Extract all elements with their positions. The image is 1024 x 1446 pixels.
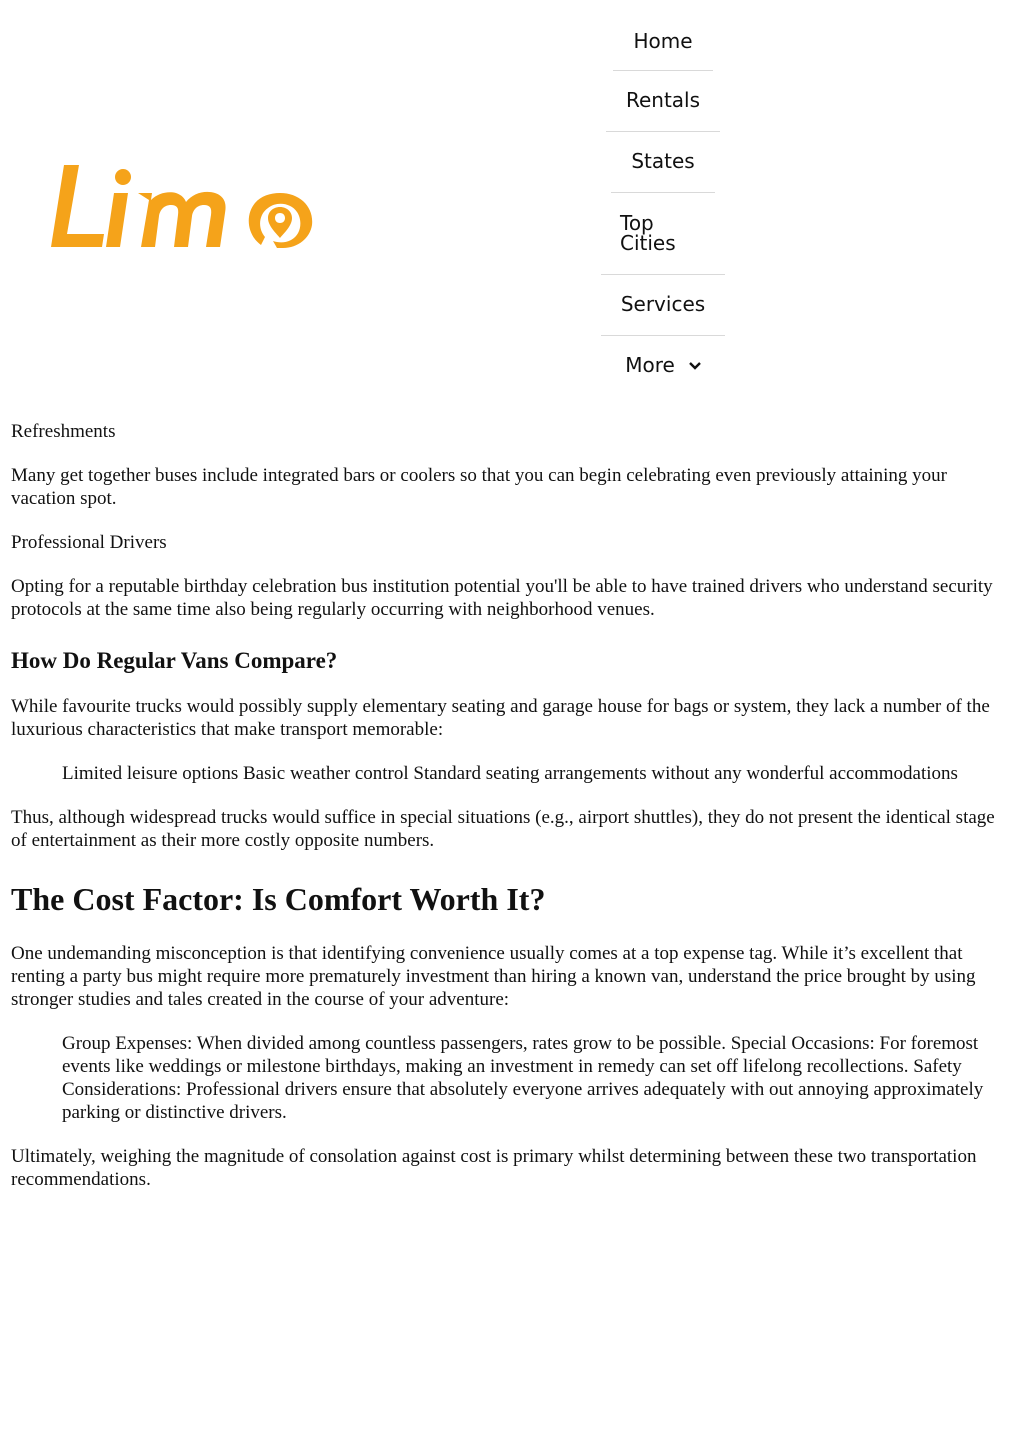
limo-logo-graphic	[42, 155, 332, 255]
paragraph-refreshments: Refreshments	[11, 421, 116, 442]
nav-more[interactable]	[590, 336, 736, 396]
paragraph: Ultimately, weighing the magnitude of consolation against cost is primary whilst determining between these two transportation recommendations.	[11, 1146, 977, 1190]
paragraph: Thus, although widespread trucks would suffice in special situations (e.g., airport shuttles), they do not present the identical stage of entertainment as their more costly opposite numbers.	[11, 807, 995, 851]
paragraph: While favourite trucks would possibly supply elementary seating and garage house for bags or system, they lack a number of the luxurious characteristics that make transport memorable:	[11, 696, 990, 740]
paragraph-professional-drivers: Professional Drivers	[11, 532, 167, 553]
chevron-down-icon	[689, 354, 701, 378]
nav-states[interactable]: States	[631, 149, 695, 173]
main-nav	[590, 12, 736, 396]
limo-logo[interactable]	[42, 155, 332, 255]
nav-top-cities-line2: Cities	[620, 231, 676, 255]
heading-vans-compare: How Do Regular Vans Compare?	[11, 648, 338, 673]
paragraph: Opting for a reputable birthday celebration bus institution potential you'll be able to have trained drivers who understand security protocols at the same time also being regularly occurring with neighborhood venues.	[11, 576, 993, 620]
blockquote: Limited leisure options Basic weather control Standard seating arrangements without any wonderful accommodations	[62, 763, 958, 784]
paragraph: One undemanding misconception is that identifying convenience usually comes at a top expense tag. While it’s excellent that renting a party bus might require more prematurely investment than hiring a known van, understand the price brought by using stronger studies and tales created in the course of your adventure:	[11, 943, 976, 1010]
nav-services[interactable]: Services	[620, 292, 706, 316]
nav-rentals[interactable]: Rentals	[625, 88, 701, 112]
paragraph: Many get together buses include integrated bars or coolers so that you can begin celebrating even previously attaining your vacation spot.	[11, 465, 947, 509]
site-header	[0, 0, 1024, 410]
heading-cost-factor: The Cost Factor: Is Comfort Worth It?	[11, 881, 546, 917]
nav-home[interactable]: Home	[633, 29, 693, 53]
blockquote: Group Expenses: When divided among countless passengers, rates grow to be possible. Special Occasions: For foremost events like weddings or milestone birthdays, making an investment in remedy can set off lifelong recollections. Safety Considerations: Professional drivers ensure that absolutely everyone arrives adequately with out annoying approximately parking or distinctive drivers.	[62, 1033, 984, 1123]
nav-top-cities-line1: Top	[620, 211, 654, 235]
nav-top-cities[interactable]	[590, 193, 736, 274]
nav-more-label: More	[625, 353, 675, 377]
article-body	[11, 420, 1011, 1212]
